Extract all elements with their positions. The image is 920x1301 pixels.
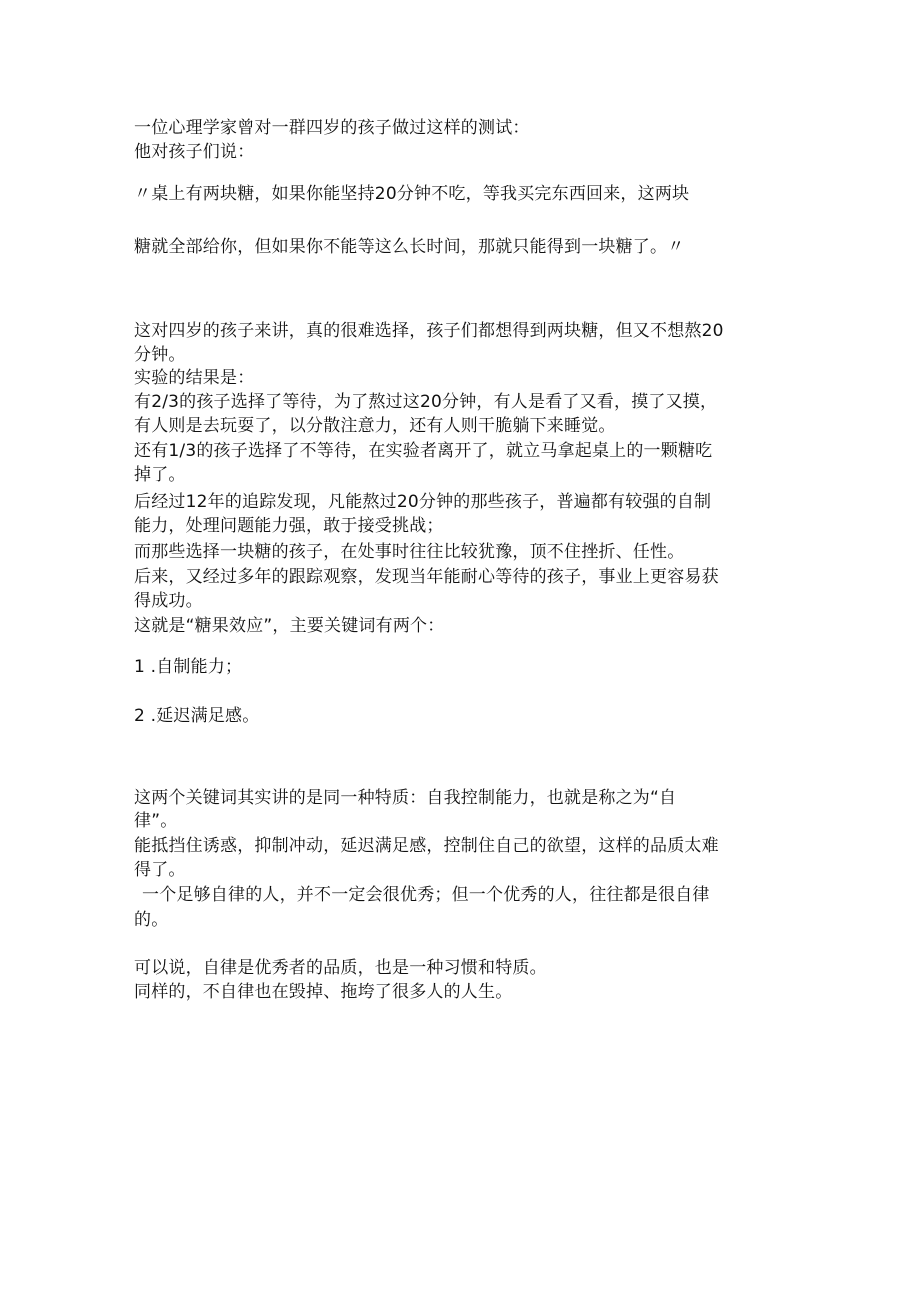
list-item: 2 .延迟满足感。 bbox=[134, 706, 260, 726]
text-line: 掉了。 bbox=[134, 465, 186, 485]
text-line: 这就是“糖果效应”，主要关键词有两个： bbox=[134, 616, 445, 636]
text-line: 后来，又经过多年的跟踪观察，发现当年能耐心等待的孩子，事业上更容易获 bbox=[134, 567, 719, 587]
text-line: 一个足够自律的人，并不一定会很优秀；但一个优秀的人，往往都是很自律 bbox=[142, 885, 710, 905]
text-line: 可以说，自律是优秀者的品质，也是一种习惯和特质。 bbox=[134, 958, 547, 978]
text-line: 这对四岁的孩子来讲，真的很难选择，孩子们都想得到两块糖，但又不想熬20 bbox=[134, 321, 724, 341]
text-line: 后经过12年的追踪发现，凡能熬过20分钟的那些孩子，普遍都有较强的自制 bbox=[134, 492, 712, 512]
text-line: 一位心理学家曾对一群四岁的孩子做过这样的测试： bbox=[134, 118, 530, 138]
text-line: 这两个关键词其实讲的是同一种特质：自我控制能力，也就是称之为“自 bbox=[134, 788, 677, 808]
text-line: 能力，处理问题能力强，敢于接受挑战； bbox=[134, 516, 444, 536]
text-line: 他对孩子们说： bbox=[134, 142, 255, 162]
text-line: 分钟。 bbox=[134, 345, 186, 365]
text-line: 还有1/3的孩子选择了不等待，在实验者离开了，就立马拿起桌上的一颗糖吃 bbox=[134, 441, 713, 461]
text-line: 得了。 bbox=[134, 860, 186, 880]
text-line: 而那些选择一块糖的孩子，在处事时往往比较犹豫，顶不住挫折、任性。 bbox=[134, 542, 685, 562]
text-line: 实验的结果是： bbox=[134, 368, 255, 388]
text-line: 得成功。 bbox=[134, 591, 203, 611]
text-line: 有2/3的孩子选择了等待，为了熬过这20分钟，有人是看了又看，摸了又摸， bbox=[134, 392, 718, 412]
text-line: 同样的，不自律也在毁掉、拖垮了很多人的人生。 bbox=[134, 982, 513, 1002]
list-item: 1 .自制能力； bbox=[134, 657, 243, 677]
text-line: 律”。 bbox=[134, 811, 178, 831]
quote-line: 糖就全部给你，但如果你不能等这么长时间，那就只能得到一块糖了。〃 bbox=[134, 237, 685, 257]
text-line: 的。 bbox=[134, 910, 169, 930]
quote-line: 〃桌上有两块糖，如果你能坚持20分钟不吃，等我买完东西回来，这两块 bbox=[134, 184, 690, 204]
text-line: 能抵挡住诱惑，抑制冲动，延迟满足感，控制住自己的欲望，这样的品质太难 bbox=[134, 836, 719, 856]
text-line: 有人则是去玩耍了，以分散注意力，还有人则干脆躺下来睡觉。 bbox=[134, 416, 616, 436]
